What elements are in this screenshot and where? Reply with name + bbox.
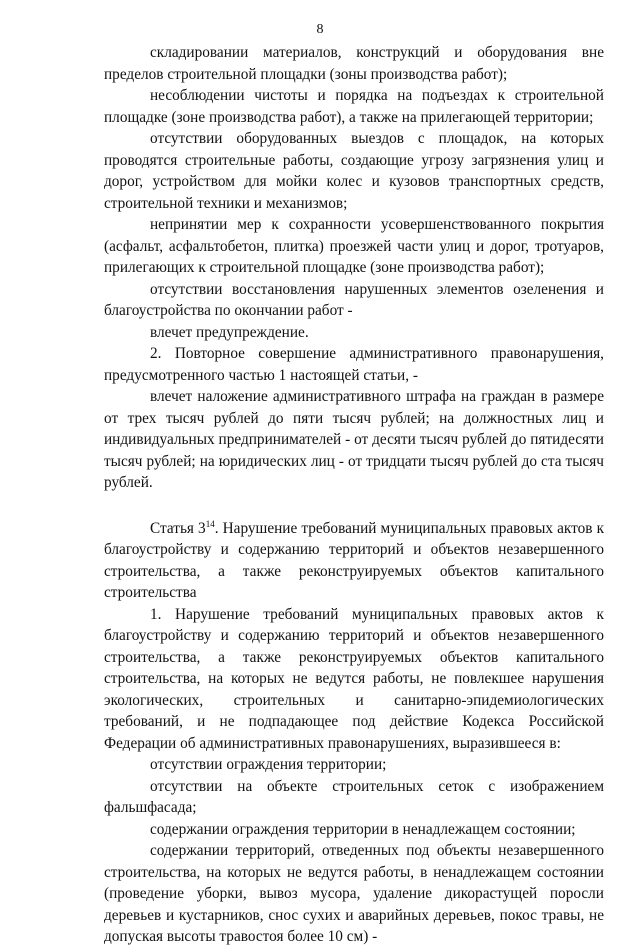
article-heading: [104, 518, 604, 604]
paragraph: влечет предупреждение.: [150, 323, 309, 341]
paragraph: 2. Повторное совершение административного правонарушения, предусмотренного частью 1 настоящей статьи, -: [104, 345, 604, 384]
section-gap: [104, 494, 604, 518]
paragraph: 1. Нарушение требований муниципальных правовых актов к благоустройству и содержанию территорий и объектов незавершенного строительства, а также реконструируемых объектов капитального строительства, на которых не ведутся работы, не повлекшее нарушения экологических, строительных и санитарно-эпидемиологических требований, и не подпадающее под действие Кодекса Российской Федерации об административных правонарушениях, выразившееся в:: [104, 605, 604, 752]
paragraph: складировании материалов, конструкций и оборудования вне пределов строительной площадки (зоны производства работ);: [104, 44, 604, 83]
paragraph: содержании территорий, отведенных под объекты незавершенного строительства, на которых не ведутся работы, в ненадлежащем состоянии (проведение уборки, вывоз мусора, удаление дикорастущей поросли деревьев и кустарников, снос сухих и аварийных деревьев, покос травы, не допуская высоты травостоя более 10 см) -: [104, 842, 604, 945]
paragraph: непринятии мер к сохранности усовершенствованного покрытия (асфальт, асфальтобетон, плитка) проезжей части улиц и дорог, тротуаров, прилегающих к строительной площадке (зоне производства работ);: [104, 216, 604, 276]
article-superscript: 14: [205, 518, 215, 529]
page-number: 8: [316, 22, 324, 37]
article-prefix: Статья 3: [150, 519, 206, 537]
paragraph: отсутствии ограждения территории;: [150, 756, 387, 773]
paragraph: содержании ограждения территории в ненадлежащем состоянии;: [150, 820, 576, 838]
paragraph: влечет наложение административного штрафа на граждан в размере от трех тысяч рублей до пяти тысяч рублей; на должностных лиц и индивидуальных предпринимателей - от десяти тысяч рублей до пятидесяти тысяч рублей; на юридических лиц - от тридцати тысяч рублей до ста тысяч рублей.: [104, 388, 604, 491]
article-title: . Нарушение требований муниципальных правовых актов к благоустройству и содержанию территорий и объектов незавершенного строительства, а также реконструируемых объектов капитального строительства: [104, 519, 605, 601]
paragraph: отсутствии оборудованных выездов с площадок, на которых проводятся строительные работы, создающие угрозу загрязнения улиц и дорог, устройством для мойки колес и кузовов транспортных средств, строительной техники и механизмов;: [104, 130, 604, 212]
paragraph: отсутствии на объекте строительных сеток с изображением фальшфасада;: [104, 777, 604, 816]
paragraph: отсутствии восстановления нарушенных элементов озеленения и благоустройства по окончании работ -: [104, 280, 604, 319]
paragraph: несоблюдении чистоты и порядка на подъездах к строительной площадке (зоне производства работ), а также на прилегающей территории;: [104, 87, 604, 126]
document-body: [104, 42, 604, 948]
